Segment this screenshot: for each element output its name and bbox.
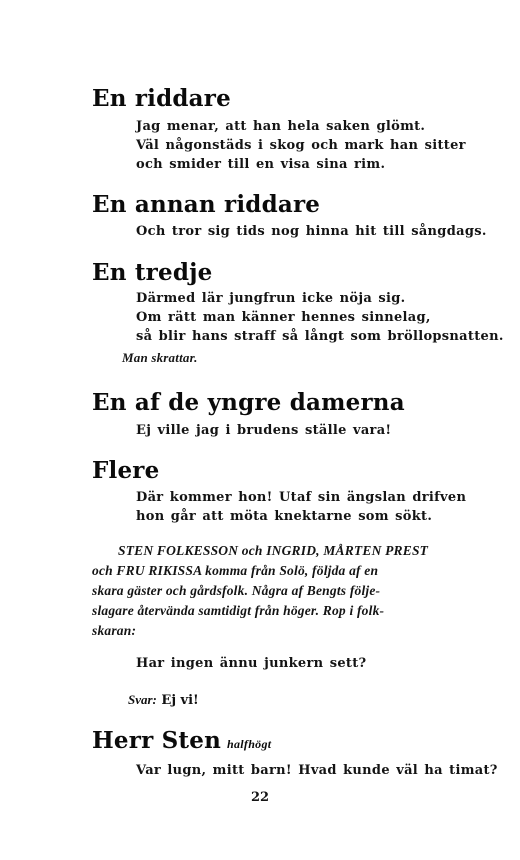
speaker-name-text: Herr Sten (92, 727, 221, 754)
speaker-name: En af de yngre damerna (92, 389, 405, 416)
verse-line: Väl någonstäds i skog och mark han sitter (136, 138, 466, 153)
verse-line: Där kommer hon! Utaf sin ängslan drifven (136, 490, 467, 505)
verse-line: Därmed lär jungfrun icke nöja sig. (136, 291, 406, 306)
verse-line: Har ingen ännu junkern sett? (136, 656, 367, 671)
stage-direction-line: STEN FOLKESSON och INGRID, MÅRTEN PREST (118, 543, 429, 558)
stage-direction-inline: Man skrattar. (122, 350, 198, 365)
verse-line: så blir hans straff så långt som bröllopsnatten. (136, 329, 504, 344)
verse-line: Var lugn, mitt barn! Hvad kunde väl ha timat? (136, 763, 498, 778)
speaker-name: En tredje (92, 259, 213, 286)
page-number: 22 (250, 790, 270, 805)
stage-direction-line: och FRU RIKISSA komma från Solö, följda af en (92, 563, 379, 578)
answer-label: Svar: (128, 692, 157, 707)
speaker-name (92, 728, 271, 757)
answer-text: Ej vi! (161, 693, 199, 708)
verse-line: Om rätt man känner hennes sinnelag, (136, 310, 431, 325)
verse-line: hon går att möta knektarne som sökt. (136, 509, 433, 524)
stage-direction-line: skaran: (92, 623, 137, 638)
answer-line (128, 691, 199, 710)
stage-direction-line: skara gäster och gårdsfolk. Några af Bengts följe- (92, 583, 381, 598)
speaker-name: En riddare (92, 85, 231, 112)
verse-line: Och tror sig tids nog hinna hit till sångdags. (136, 224, 487, 239)
verse-line: Jag menar, att han hela saken glömt. (136, 119, 426, 134)
stage-direction (92, 541, 454, 641)
stage-direction-line: slagare återvända samtidigt från höger. Rop i folk- (92, 603, 385, 618)
speaker-cue: halfhögt (227, 737, 272, 751)
speaker-name: En annan riddare (92, 191, 321, 218)
verse-line: Ej ville jag i brudens ställe vara! (136, 423, 392, 438)
verse-line: och smider till en visa sina rim. (136, 157, 386, 172)
speaker-name: Flere (92, 457, 160, 484)
